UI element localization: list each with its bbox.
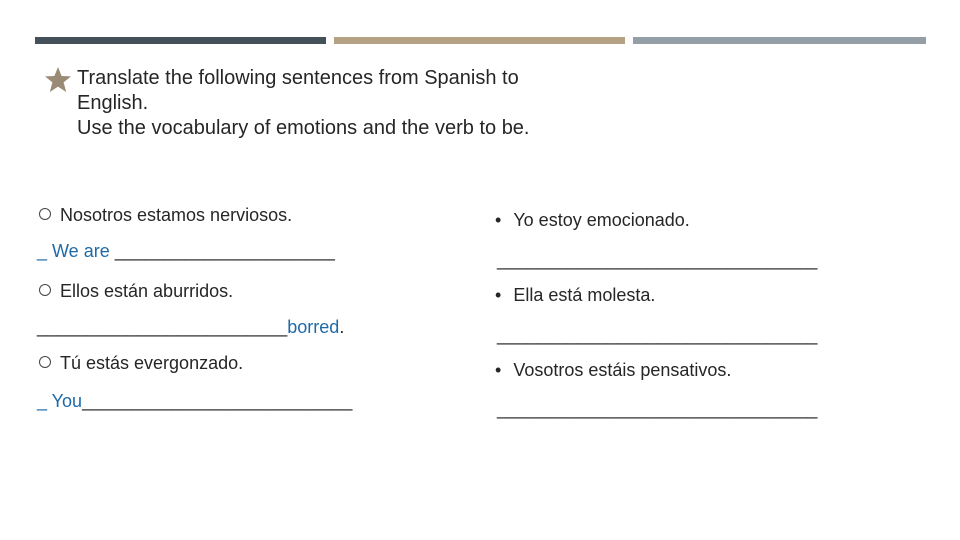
left-answer-1-blank: ______________________ [109,241,335,261]
bullet-dot-icon: • [495,360,502,380]
right-item-3-text: Vosotros estáis pensativos. [513,360,732,380]
right-item-3 [495,359,731,381]
right-item-2-text: Ella está molesta. [513,285,656,305]
bullet-dot-icon: • [495,285,502,305]
top-bar-dark [35,37,326,44]
left-answer-2-word: borred [287,317,340,337]
right-item-1 [495,209,690,231]
left-answer-3-blank: ___________________________ [82,391,353,411]
instruction-line-1: Translate the following sentences from Spanish to [77,67,519,89]
top-bar-gray [633,37,926,44]
instructions [77,66,717,141]
left-item-2 [39,280,233,302]
top-bar-tan [334,37,625,44]
left-answer-2-blank: _________________________ [37,317,288,337]
circle-bullet-icon [39,284,51,296]
circle-bullet-icon [39,356,51,368]
left-answer-1[interactable] [37,240,335,262]
circle-bullet-icon [39,208,51,220]
instruction-line-2: English. [77,92,149,114]
left-item-3 [39,352,243,374]
right-item-1-text: Yo estoy emocionado. [513,210,690,230]
right-answer-3[interactable]: ________________________________ [497,399,818,419]
instruction-line-3: Use the vocabulary of emotions and the verb to be. [77,117,530,139]
left-answer-2-suffix: . [339,317,345,337]
left-item-3-text: Tú estás evergonzado. [60,353,244,373]
left-answer-2[interactable] [37,316,344,338]
left-item-1-text: Nosotros estamos nerviosos. [60,205,293,225]
bullet-dot-icon: • [495,210,502,230]
left-answer-1-prefix: _ We are [37,241,110,261]
star-icon [44,66,72,94]
right-answer-2[interactable]: ________________________________ [497,325,818,345]
left-answer-3-prefix: _ You [37,391,83,411]
right-answer-1[interactable]: ________________________________ [497,250,818,270]
left-item-2-text: Ellos están aburridos. [60,281,234,301]
left-item-1 [39,204,292,226]
left-answer-3[interactable] [37,390,352,412]
right-item-2 [495,284,655,306]
